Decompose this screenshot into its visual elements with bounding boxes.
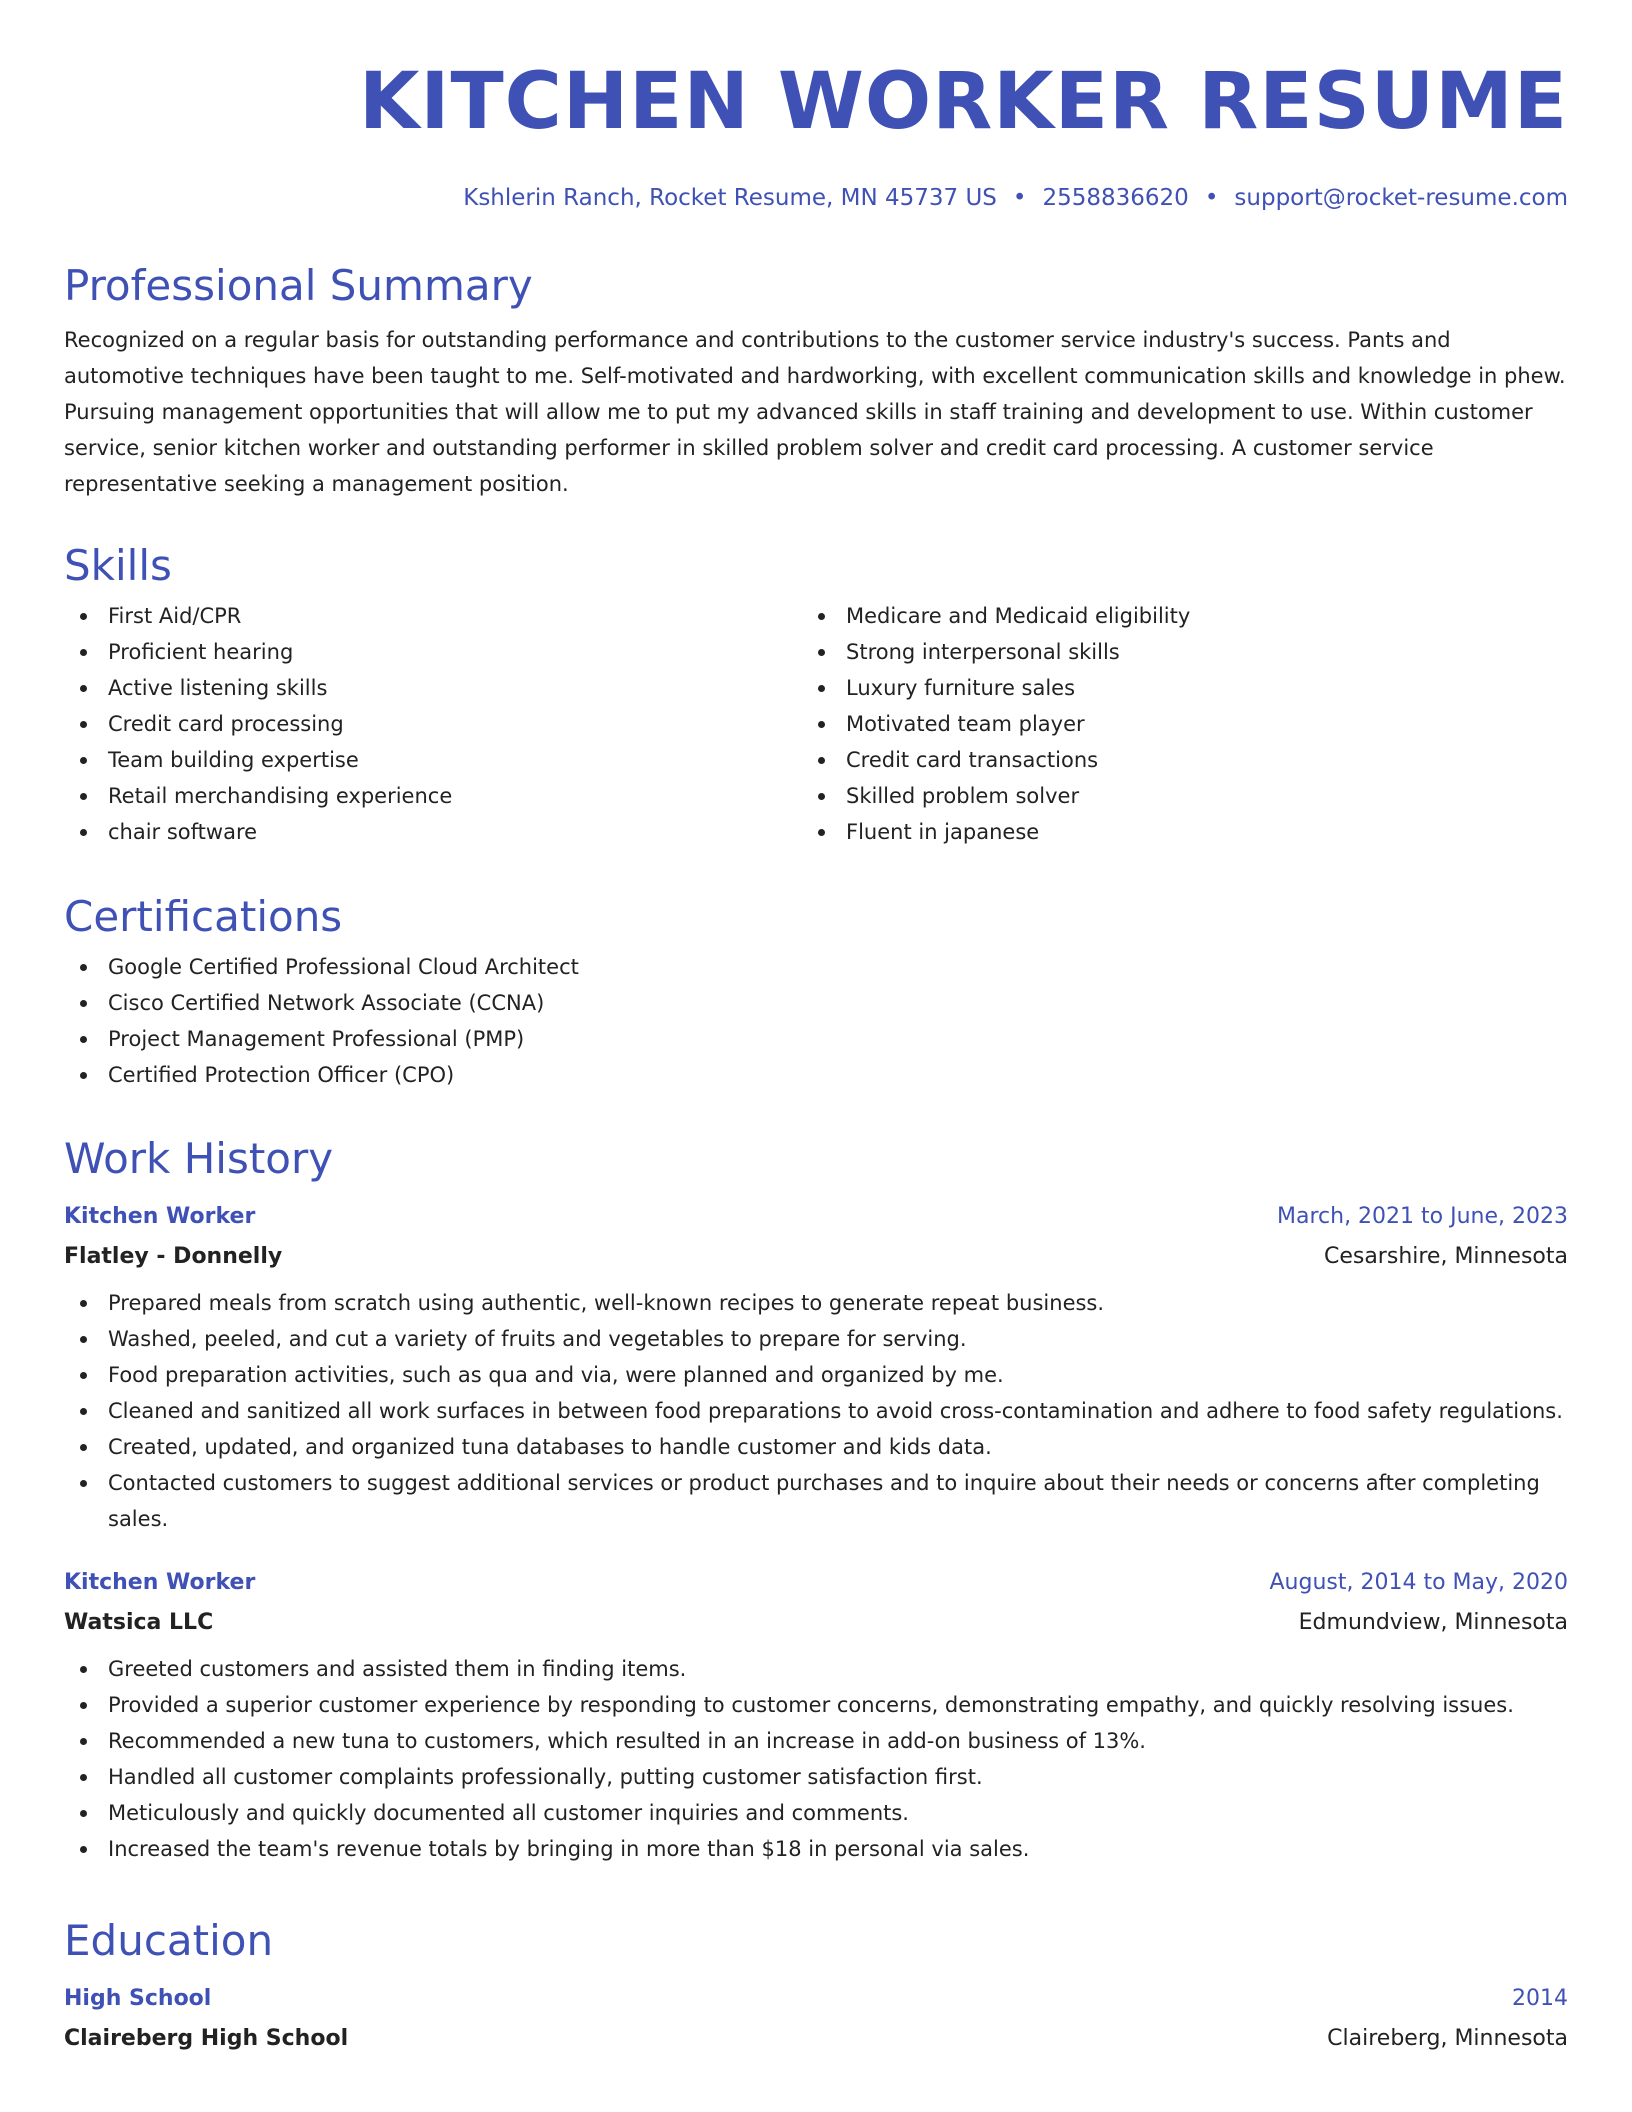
job-duty-item: Recommended a new tuna to customers, which resulted in an increase in add-on business of 13%.	[64, 1723, 1568, 1759]
job-header-row	[64, 1197, 1568, 1237]
contact-address: Kshlerin Ranch, Rocket Resume, MN 45737 US	[463, 185, 997, 211]
job-duties-list	[64, 1651, 1568, 1867]
education-year: 2014	[1512, 1986, 1568, 2011]
skill-item: Proficient hearing	[64, 634, 802, 670]
skill-item: First Aid/CPR	[64, 598, 802, 634]
contact-phone: 2558836620	[1042, 185, 1189, 211]
section-heading-summary: Professional Summary	[64, 261, 533, 310]
education-entry	[64, 1979, 1568, 2059]
summary-text: Recognized on a regular basis for outstanding performance and contributions to the customer service industry's success. Pants and automotive techniques have been taught to me. Self-motivated and hardworking, with excellent communication skills and knowledge in phew. Pursuing management opportunities that will allow me to put my advanced skills in staff training and development to use. Within customer service, senior kitchen worker and outstanding performer in skilled problem solver and credit card processing. A customer service representative seeking a management position.	[64, 328, 1566, 496]
skill-item: Active listening skills	[64, 670, 802, 706]
skill-item: Team building expertise	[64, 742, 802, 778]
job-title: Kitchen Worker	[64, 1570, 256, 1595]
professional-summary-section	[64, 258, 1568, 502]
job-company-row	[64, 1603, 1568, 1643]
certification-item: Cisco Certified Network Associate (CCNA)	[64, 985, 1568, 1021]
certification-item: Certified Protection Officer (CPO)	[64, 1057, 1568, 1093]
section-heading-work-history: Work History	[64, 1134, 334, 1183]
skills-list-right	[802, 598, 1540, 850]
skills-list-left	[64, 598, 802, 850]
job-company: Watsica LLC	[64, 1610, 214, 1635]
certification-item: Google Certified Professional Cloud Architect	[64, 949, 1568, 985]
skill-item: Retail merchandising experience	[64, 778, 802, 814]
education-school: Claireberg High School	[64, 2026, 349, 2051]
job-duty-item: Food preparation activities, such as qua and via, were planned and organized by me.	[64, 1357, 1568, 1393]
job-duty-item: Provided a superior customer experience by responding to customer concerns, demonstrating empathy, and quickly resolving issues.	[64, 1687, 1568, 1723]
job-duty-item: Cleaned and sanitized all work surfaces in between food preparations to avoid cross-contamination and adhere to food safety regulations.	[64, 1393, 1568, 1429]
skill-item: Fluent in japanese	[802, 814, 1540, 850]
job-duty-item: Meticulously and quickly documented all customer inquiries and comments.	[64, 1795, 1568, 1831]
job-location: Edmundview, Minnesota	[1298, 1610, 1568, 1635]
job-duty-item: Greeted customers and assisted them in finding items.	[64, 1651, 1568, 1687]
skill-item: Skilled problem solver	[802, 778, 1540, 814]
job-duty-item: Handled all customer complaints professionally, putting customer satisfaction first.	[64, 1759, 1568, 1795]
skill-item: Credit card transactions	[802, 742, 1540, 778]
education-school-row	[64, 2019, 1568, 2059]
education-location: Claireberg, Minnesota	[1327, 2026, 1568, 2051]
work-history-section	[64, 1131, 1568, 1867]
job-title: Kitchen Worker	[64, 1204, 256, 1229]
job-company-row	[64, 1237, 1568, 1277]
job-entry	[64, 1197, 1568, 1537]
job-company: Flatley - Donnelly	[64, 1244, 283, 1269]
contact-line	[463, 182, 1568, 214]
job-duty-item: Contacted customers to suggest additional services or product purchases and to inquire about their needs or concerns after completing sales.	[64, 1465, 1568, 1537]
skill-item: Strong interpersonal skills	[802, 634, 1540, 670]
job-header-row	[64, 1563, 1568, 1603]
job-duty-item: Created, updated, and organized tuna databases to handle customer and kids data.	[64, 1429, 1568, 1465]
education-degree: High School	[64, 1986, 212, 2011]
job-duty-item: Prepared meals from scratch using authentic, well-known recipes to generate repeat business.	[64, 1285, 1568, 1321]
contact-separator: •	[1012, 185, 1027, 211]
section-heading-certifications: Certifications	[64, 892, 343, 941]
skill-item: Credit card processing	[64, 706, 802, 742]
contact-separator: •	[1204, 185, 1219, 211]
education-section	[64, 1913, 1568, 2059]
resume-title: KITCHEN WORKER RESUME	[358, 57, 1568, 147]
job-dates: March, 2021 to June, 2023	[1277, 1204, 1568, 1229]
section-heading-education: Education	[64, 1916, 274, 1965]
job-entry	[64, 1563, 1568, 1867]
skill-item: chair software	[64, 814, 802, 850]
certifications-list	[64, 949, 1568, 1093]
section-heading-skills: Skills	[64, 541, 172, 590]
education-header-row	[64, 1979, 1568, 2019]
certifications-section	[64, 889, 1568, 1093]
skill-item: Luxury furniture sales	[802, 670, 1540, 706]
certification-item: Project Management Professional (PMP)	[64, 1021, 1568, 1057]
job-duties-list	[64, 1285, 1568, 1537]
job-dates: August, 2014 to May, 2020	[1269, 1570, 1568, 1595]
skill-item: Medicare and Medicaid eligibility	[802, 598, 1540, 634]
job-location: Cesarshire, Minnesota	[1323, 1244, 1568, 1269]
job-duty-item: Increased the team's revenue totals by bringing in more than $18 in personal via sales.	[64, 1831, 1568, 1867]
skill-item: Motivated team player	[802, 706, 1540, 742]
contact-email: support@rocket-resume.com	[1234, 185, 1568, 211]
job-duty-item: Washed, peeled, and cut a variety of fruits and vegetables to prepare for serving.	[64, 1321, 1568, 1357]
skills-section	[64, 538, 1568, 850]
skills-grid	[64, 598, 1568, 850]
